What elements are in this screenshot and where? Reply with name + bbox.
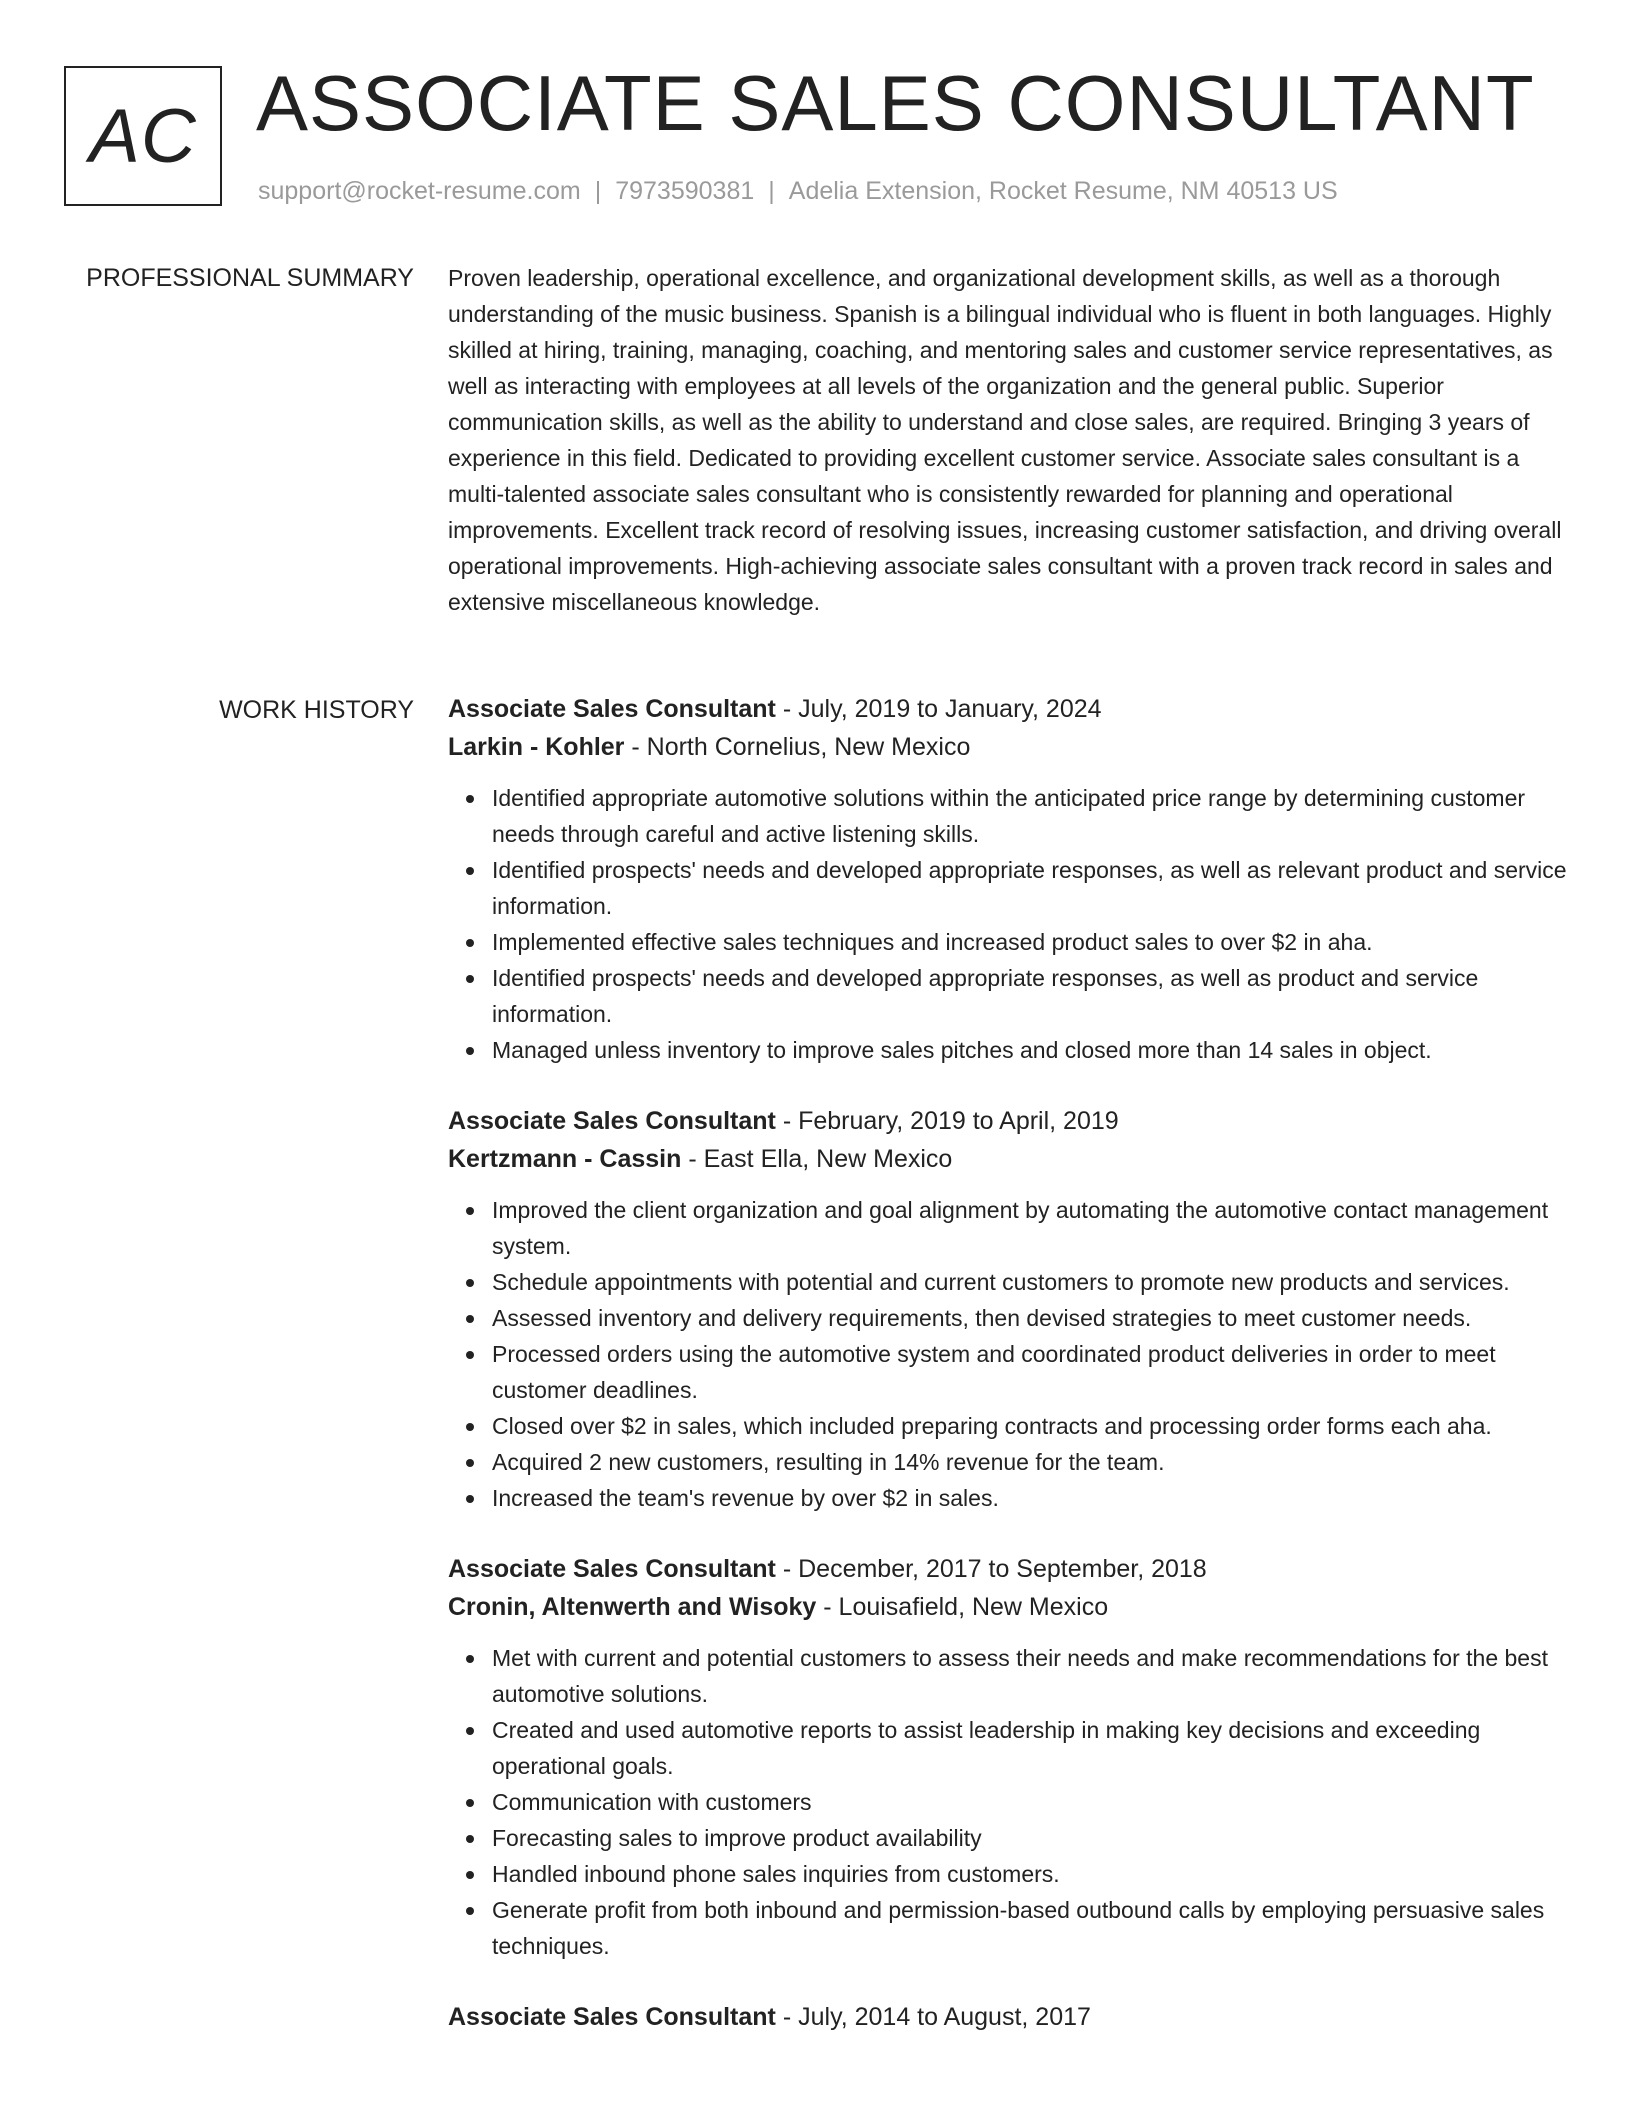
work-history-section-label: WORK HISTORY — [219, 696, 414, 724]
job-title-line — [448, 1102, 1570, 1140]
contact-address: Adelia Extension, Rocket Resume, NM 40513 US — [788, 177, 1338, 205]
job-bullet: Met with current and potential customers to assess their needs and make recommendations for the best automotive solutions. — [492, 1640, 1570, 1712]
work-history-section — [448, 690, 1570, 2036]
job-bullet: Identified prospects' needs and developed appropriate responses, as well as relevant product and service information. — [492, 852, 1570, 924]
job-company-line — [448, 1588, 1570, 1626]
job-company: Kertzmann - Cassin — [448, 1145, 682, 1173]
job-bullet: Generate profit from both inbound and permission-based outbound calls by employing persuasive sales techniques. — [492, 1892, 1570, 1964]
contact-separator: | — [594, 177, 602, 205]
summary-text: Proven leadership, operational excellence, and organizational development skills, as well as a thorough understanding of the music business. Spanish is a bilingual individual who is fluent in both languages. Highly skilled at hiring, training, managing, coaching, and mentoring sales and customer service representatives, as well as interacting with employees at all levels of the organization and the general public. Superior communication skills, as well as the ability to understand and close sales, are required. Bringing 3 years of experience in this field. Dedicated to providing excellent customer service. Associate sales consultant is a multi-talented associate sales consultant who is consistently rewarded for planning and operational improvements. Excellent track record of resolving issues, increasing customer satisfaction, and driving overall operational improvements. High-achieving associate sales consultant with a proven track record in sales and extensive miscellaneous knowledge. — [448, 265, 1562, 615]
job-bullet: Forecasting sales to improve product availability — [492, 1820, 1570, 1856]
summary-section-label: PROFESSIONAL SUMMARY — [86, 264, 414, 292]
job-title: Associate Sales Consultant — [448, 1555, 776, 1583]
job-bullet: Identified appropriate automotive solutions within the anticipated price range by determining customer needs through careful and active listening skills. — [492, 780, 1570, 852]
contact-email[interactable]: support@rocket-resume.com — [258, 177, 581, 205]
job-title-line — [448, 1998, 1570, 2036]
job-company-line — [448, 728, 1570, 766]
job-bullet: Managed unless inventory to improve sales pitches and closed more than 14 sales in object. — [492, 1032, 1570, 1068]
job-title: Associate Sales Consultant — [448, 695, 776, 723]
job-entry — [448, 690, 1570, 1068]
job-bullet: Assessed inventory and delivery requirements, then devised strategies to meet customer needs. — [492, 1300, 1570, 1336]
job-bullet: Increased the team's revenue by over $2 in sales. — [492, 1480, 1570, 1516]
job-company: Cronin, Altenwerth and Wisoky — [448, 1593, 817, 1621]
job-dates: - December, 2017 to September, 2018 — [775, 1555, 1207, 1583]
job-bullet: Improved the client organization and goal alignment by automating the automotive contact management system. — [492, 1192, 1570, 1264]
job-location: - East Ella, New Mexico — [681, 1145, 953, 1173]
job-bullet: Schedule appointments with potential and current customers to promote new products and services. — [492, 1264, 1570, 1300]
job-bullet: Created and used automotive reports to assist leadership in making key decisions and exceeding operational goals. — [492, 1712, 1570, 1784]
contact-separator: | — [768, 177, 775, 205]
job-title-line — [448, 1550, 1570, 1588]
job-bullets — [448, 780, 1570, 1068]
job-bullet: Processed orders using the automotive system and coordinated product deliveries in order to meet customer deadlines. — [492, 1336, 1570, 1408]
page-title: ASSOCIATE SALES CONSULTANT — [256, 59, 1535, 147]
job-bullet: Closed over $2 in sales, which included preparing contracts and processing order forms each aha. — [492, 1408, 1570, 1444]
job-bullet: Acquired 2 new customers, resulting in 14% revenue for the team. — [492, 1444, 1570, 1480]
job-bullets — [448, 1192, 1570, 1516]
job-location: - Louisafield, New Mexico — [816, 1593, 1109, 1621]
summary-section — [448, 260, 1570, 620]
job-location: - North Cornelius, New Mexico — [624, 733, 971, 761]
job-bullet: Communication with customers — [492, 1784, 1570, 1820]
job-bullets — [448, 1640, 1570, 1964]
job-title-line — [448, 690, 1570, 728]
contact-line — [258, 176, 1338, 206]
contact-phone[interactable]: 7973590381 — [615, 177, 755, 205]
job-title: Associate Sales Consultant — [448, 2003, 776, 2031]
job-dates: - July, 2014 to August, 2017 — [775, 2003, 1091, 2031]
monogram-badge — [64, 66, 222, 206]
job-bullet: Handled inbound phone sales inquiries from customers. — [492, 1856, 1570, 1892]
job-company: Larkin - Kohler — [448, 733, 625, 761]
job-entry — [448, 1998, 1570, 2036]
job-bullet: Identified prospects' needs and developed appropriate responses, as well as product and service information. — [492, 960, 1570, 1032]
job-dates: - July, 2019 to January, 2024 — [775, 695, 1102, 723]
job-entry — [448, 1102, 1570, 1516]
monogram-initials: AC — [89, 93, 197, 179]
job-company-line — [448, 1140, 1570, 1178]
job-bullet: Implemented effective sales techniques and increased product sales to over $2 in aha. — [492, 924, 1570, 960]
job-entry — [448, 1550, 1570, 1964]
job-dates: - February, 2019 to April, 2019 — [775, 1107, 1119, 1135]
job-title: Associate Sales Consultant — [448, 1107, 776, 1135]
